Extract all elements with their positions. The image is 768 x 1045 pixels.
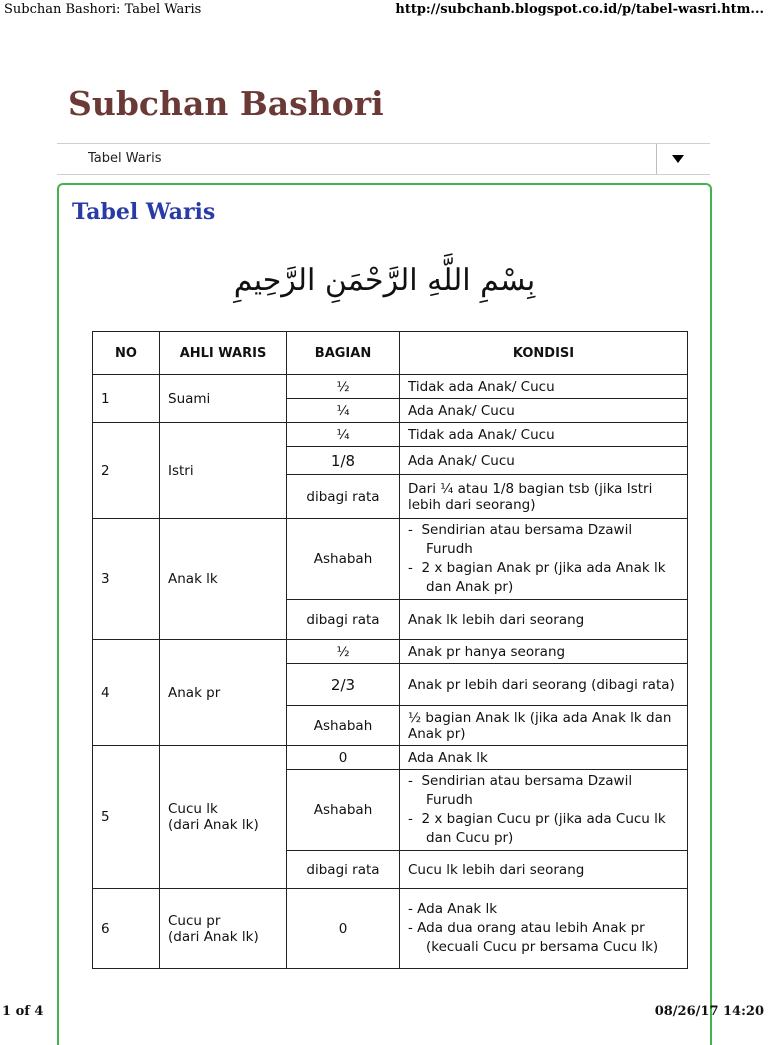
row-number: 5 bbox=[93, 746, 160, 889]
condition-list bbox=[408, 772, 679, 848]
condition-item: - Ada dua orang atau lebih Anak pr (kecuali Cucu pr bersama Cucu lk) bbox=[408, 920, 659, 955]
print-header-url: http://subchanb.blogspot.co.id/p/tabel-wasri.htm... bbox=[395, 2, 764, 17]
condition-cell: Anak pr lebih dari seorang (dibagi rata) bbox=[400, 664, 688, 706]
heir-name: Anak pr bbox=[160, 640, 287, 746]
table-row bbox=[93, 746, 688, 770]
header-condition: KONDISI bbox=[400, 332, 688, 375]
condition-cell: Cucu lk lebih dari seorang bbox=[400, 851, 688, 889]
row-number: 3 bbox=[93, 519, 160, 640]
condition-cell bbox=[400, 889, 688, 969]
condition-cell bbox=[400, 519, 688, 600]
share-cell: ½ bbox=[287, 375, 400, 399]
row-number: 6 bbox=[93, 889, 160, 969]
condition-cell: Anak lk lebih dari seorang bbox=[400, 600, 688, 640]
condition-item: - 2 x bagian Anak pr (jika ada Anak lk dan Anak pr) bbox=[408, 560, 666, 595]
share-cell: dibagi rata bbox=[287, 851, 400, 889]
condition-cell bbox=[400, 770, 688, 851]
table-row bbox=[93, 640, 688, 664]
row-number: 1 bbox=[93, 375, 160, 423]
heir-name-line: (dari Anak lk) bbox=[168, 928, 259, 945]
share-cell: Ashabah bbox=[287, 706, 400, 746]
share-cell: dibagi rata bbox=[287, 600, 400, 640]
share-cell: ¼ bbox=[287, 423, 400, 447]
heir-name-line: Cucu lk bbox=[168, 801, 218, 817]
condition-cell: Dari ¼ atau 1/8 bagian tsb (jika Istri lebih dari seorang) bbox=[400, 475, 688, 519]
print-footer-datetime: 08/26/17 14:20 bbox=[654, 1004, 764, 1019]
table-header-row bbox=[93, 332, 688, 375]
print-footer bbox=[0, 1002, 768, 1024]
condition-item: - 2 x bagian Cucu pr (jika ada Cucu lk dan Cucu pr) bbox=[408, 811, 666, 846]
condition-cell: Ada Anak/ Cucu bbox=[400, 399, 688, 423]
share-cell: ½ bbox=[287, 640, 400, 664]
inheritance-table bbox=[92, 331, 688, 969]
table-row bbox=[93, 423, 688, 447]
share-cell: 0 bbox=[287, 746, 400, 770]
heir-name-line: (dari Anak lk) bbox=[168, 817, 259, 833]
share-cell: ¼ bbox=[287, 399, 400, 423]
blog-title[interactable]: Subchan Bashori bbox=[68, 84, 384, 123]
heir-name: Anak lk bbox=[160, 519, 287, 640]
heir-name bbox=[160, 746, 287, 889]
share-cell: dibagi rata bbox=[287, 475, 400, 519]
share-cell: 2/3 bbox=[287, 664, 400, 706]
table-row bbox=[93, 889, 688, 969]
triangle-down-icon[interactable] bbox=[672, 155, 684, 163]
share-cell: Ashabah bbox=[287, 770, 400, 851]
header-heir: AHLI WARIS bbox=[160, 332, 287, 375]
heir-name: Suami bbox=[160, 375, 287, 423]
header-no: NO bbox=[93, 332, 160, 375]
condition-cell: Ada Anak/ Cucu bbox=[400, 447, 688, 475]
post-container bbox=[57, 183, 712, 1045]
heir-name bbox=[160, 889, 287, 969]
row-number: 2 bbox=[93, 423, 160, 519]
table-row bbox=[93, 375, 688, 399]
table-row bbox=[93, 519, 688, 600]
row-number: 4 bbox=[93, 640, 160, 746]
post-title: Tabel Waris bbox=[72, 199, 216, 225]
share-cell: Ashabah bbox=[287, 519, 400, 600]
dropdown-separator bbox=[656, 144, 657, 174]
condition-cell: Anak pr hanya seorang bbox=[400, 640, 688, 664]
condition-cell: Ada Anak lk bbox=[400, 746, 688, 770]
condition-list bbox=[408, 521, 679, 597]
condition-cell: Tidak ada Anak/ Cucu bbox=[400, 375, 688, 399]
condition-item: - Sendirian atau bersama Dzawil Furudh bbox=[408, 773, 633, 808]
page-navigation-selected[interactable]: Tabel Waris bbox=[88, 151, 162, 166]
basmala-text: بِسْمِ اللَّهِ الرَّحْمَنِ الرَّحِيمِ bbox=[233, 263, 536, 298]
print-footer-page-count: 1 of 4 bbox=[2, 1004, 44, 1019]
heir-name: Istri bbox=[160, 423, 287, 519]
condition-item: - Ada Anak lk bbox=[408, 901, 498, 917]
print-header bbox=[0, 0, 768, 20]
condition-cell: Tidak ada Anak/ Cucu bbox=[400, 423, 688, 447]
condition-item: - Sendirian atau bersama Dzawil Furudh bbox=[408, 522, 633, 557]
header-share: BAGIAN bbox=[287, 332, 400, 375]
condition-list bbox=[408, 900, 679, 957]
condition-cell: ½ bagian Anak lk (jika ada Anak lk dan Anak pr) bbox=[400, 706, 688, 746]
print-header-page-title: Subchan Bashori: Tabel Waris bbox=[4, 2, 202, 17]
page-navigation-dropdown[interactable] bbox=[57, 143, 710, 175]
share-cell: 1/8 bbox=[287, 447, 400, 475]
share-cell: 0 bbox=[287, 889, 400, 969]
heir-name-line: Cucu pr bbox=[168, 912, 221, 929]
